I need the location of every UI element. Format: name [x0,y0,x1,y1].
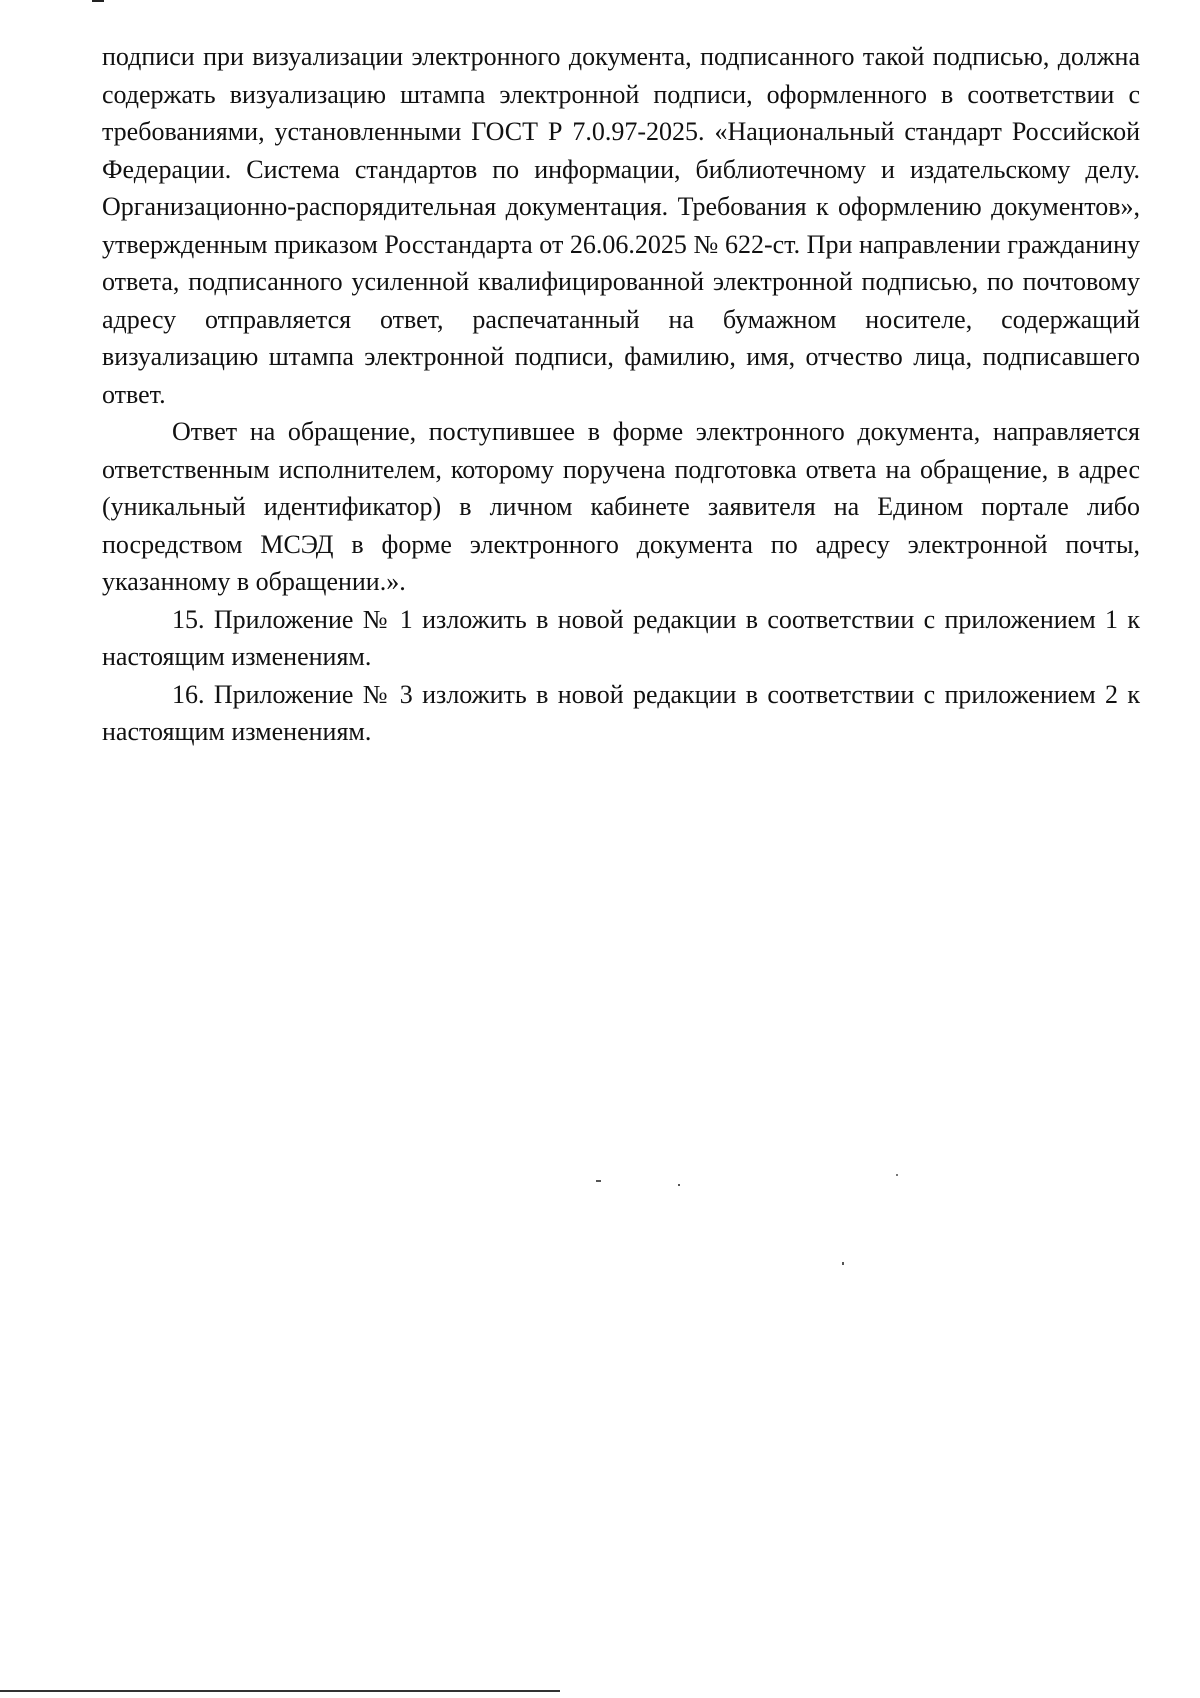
document-body [102,38,1140,751]
paragraph-item-15: 15. Приложение № 1 изложить в новой редакции в соответствии с приложением 1 к настоящим изменениям. [102,604,1140,671]
scan-dot-4 [842,1262,844,1265]
paragraph-signature-visualization: подписи при визуализации электронного документа, подписанного такой подписью, должна содержать визуализацию штампа электронной подписи, оформленного в соответствии с требованиями, установленными ГОСТ Р 7.0.97-2025. «Национальный стандарт Российской Федерации. Система стандартов по информации, библиотечному и издательскому делу. Организационно-распорядительная документация. Требования к оформлению документов», утвержденным приказом Росстандарта от 26.06.2025 № 622-ст. При направлении гражданину ответа, подписанного усиленной квалифицированной электронной подписью, по почтовому адресу отправляется ответ, распечатанный на бумажном носителе, содержащий визуализацию штампа электронной подписи, фамилию, имя, отчество лица, подписавшего ответ. [102,42,1140,409]
paragraph-electronic-response: Ответ на обращение, поступившее в форме электронного документа, направляется ответственным исполнителем, которому поручена подготовка ответа на обращение, в адрес (уникальный идентификатор) в личном кабинете заявителя на Едином портале либо посредством МСЭД в форме электронного документа по адресу электронной почты, указанному в обращении.». [102,417,1140,596]
scan-dot-1 [596,1180,601,1182]
scan-dot-3 [896,1174,898,1176]
scan-dot-2 [678,1184,680,1186]
scan-artifact-top [92,0,104,2]
scan-artifact-bottom-line [0,1690,560,1692]
paragraph-item-16: 16. Приложение № 3 изложить в новой редакции в соответствии с приложением 2 к настоящим изменениям. [102,679,1140,746]
